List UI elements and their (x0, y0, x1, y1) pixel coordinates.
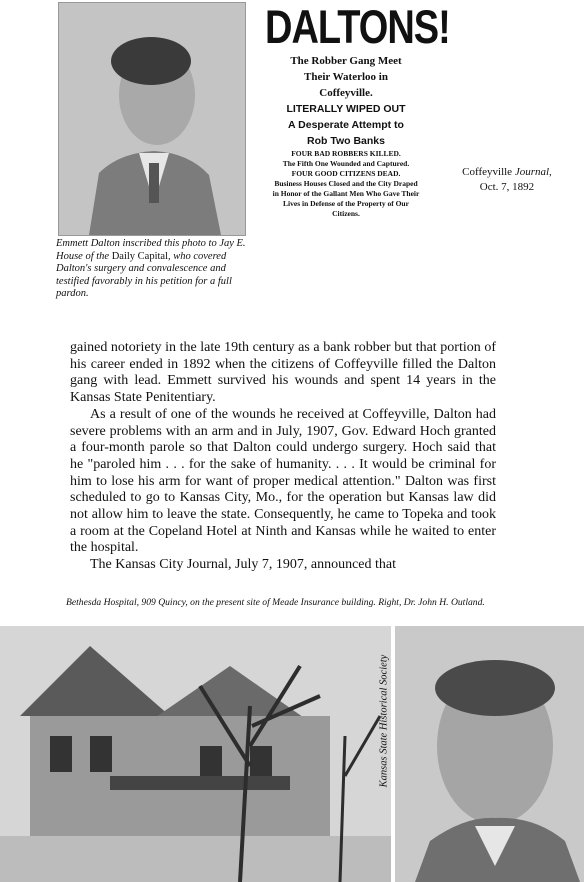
body-text (70, 340, 496, 574)
clipping-line: FOUR BAD ROBBERS KILLED. (291, 149, 401, 158)
body-paragraph: As a result of one of the wounds he received at Coffeyville, Dalton had severe problems with an arm and in July, 1907, Gov. Edward Hoch granted a four-month parole so that Dalton could undergo surgery. Hoch said that he "paroled him . . . for the sake of humanity. . . . It would be criminal for him to lose his arm for want of proper medical attention." Dalton was first scheduled to go to Kansas City, Mo., for the operation but Kansas law did not allow him to leave the state. Consequently, he came to Topeka and took a room at the Copeland Hotel at Ninth and Kansas while he waited to enter the hospital. (70, 406, 496, 556)
caption-text: Emmett Dalton inscribed this photo to Jay E. House of the (56, 238, 246, 262)
clipping-line: Their Waterloo in (304, 71, 388, 83)
clipping-line: LITERALLY WIPED OUT (286, 103, 406, 115)
journal-name: Journal, (514, 166, 552, 178)
clipping-line: Coffeyville. (319, 87, 373, 99)
journal-date: Oct. 7, 1892 (479, 181, 535, 193)
body-paragraph: The Kansas City Journal, July 7, 1907, announced that (90, 557, 397, 573)
clipping-line: Rob Two Banks (307, 135, 385, 147)
clipping-line: FOUR GOOD CITIZENS DEAD. (291, 169, 401, 178)
body-paragraph: gained notoriety in the late 19th century as a bank robber but that portion of his career ended in 1892 when the citizens of Coffeyville filled the Dalton gang with lead. Emmett survived his wounds and spent 14 years in the Kansas State Penitentiary. (70, 340, 496, 406)
clipping-line: The Robber Gang Meet (290, 55, 402, 67)
emmett-dalton-portrait (58, 2, 246, 236)
journal-credit (432, 165, 582, 195)
dr-outland-portrait (395, 626, 584, 882)
emmett-photo-caption (56, 238, 256, 301)
photo-credit (377, 636, 391, 806)
newspaper-clipping (265, 0, 450, 219)
clipping-line: Business Houses Closed and the City Draped in Honor of the Gallant Men Who Gave Their Lives in Defense of the Property of Our Citizens. (272, 179, 420, 218)
bethesda-hospital-photo (0, 626, 391, 882)
caption-publication: Daily Capital (111, 250, 168, 262)
hospital-photo-caption: Bethesda Hospital, 909 Quincy, on the present site of Meade Insurance building. Right, Dr. John H. Outland. (66, 597, 485, 608)
journal-city: Coffeyville (462, 166, 515, 178)
clipping-headline: DALTONS! (265, 1, 450, 55)
photo-credit-text: Kansas State Historical Society (378, 654, 390, 788)
clipping-line: The Fifth One Wounded and Captured. (282, 159, 410, 168)
clipping-line: A Desperate Attempt to (288, 119, 404, 131)
caption-text-2: , who covered Dalton's surgery and convalescence and testified favorably in his petition for a full pardon. (56, 250, 232, 299)
